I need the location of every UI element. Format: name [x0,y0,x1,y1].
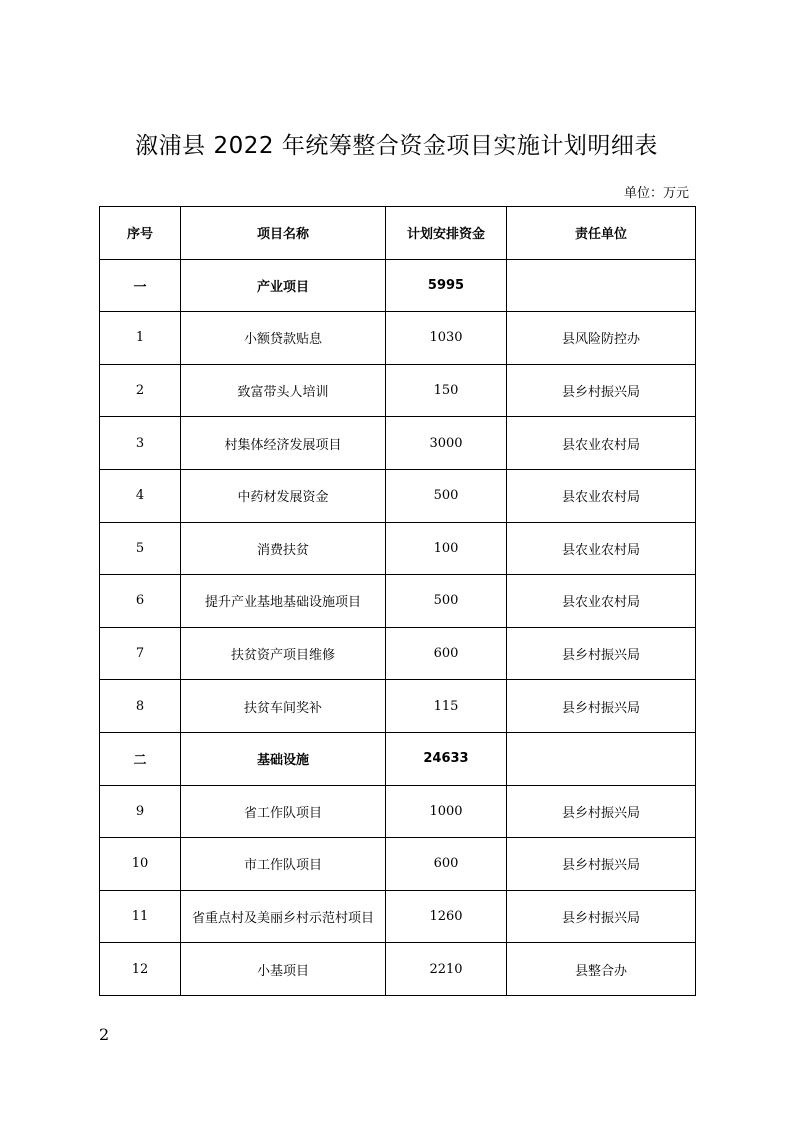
header-project-name: 项目名称 [181,207,386,260]
cell-responsible-unit: 县农业农村局 [507,469,696,522]
table-body [100,259,696,995]
table-row [100,364,696,417]
cell-responsible-unit: 县农业农村局 [507,522,696,575]
table-row [100,469,696,522]
table-row [100,785,696,838]
cell-no: 9 [100,785,181,838]
cell-project-name: 消费扶贫 [181,522,386,575]
page-title: 溆浦县 2022 年统筹整合资金项目实施计划明细表 [135,133,658,159]
cell-amount: 1260 [386,890,507,943]
cell-responsible-unit [507,732,696,785]
table-section-row [100,259,696,312]
cell-responsible-unit [507,259,696,312]
cell-responsible-unit: 县乡村振兴局 [507,785,696,838]
cell-no: 二 [100,732,181,785]
cell-no: 5 [100,522,181,575]
cell-no: 12 [100,943,181,996]
table-row [100,575,696,628]
cell-no: 3 [100,417,181,470]
table-row [100,627,696,680]
cell-project-name: 省重点村及美丽乡村示范村项目 [181,890,386,943]
cell-responsible-unit: 县乡村振兴局 [507,838,696,891]
cell-no: 8 [100,680,181,733]
cell-amount: 115 [386,680,507,733]
cell-responsible-unit: 县整合办 [507,943,696,996]
unit-label: 单位：万元 [623,186,689,201]
cell-no: 一 [100,259,181,312]
table-row [100,838,696,891]
header-amount: 计划安排资金 [386,207,507,260]
cell-no: 2 [100,364,181,417]
table-row [100,943,696,996]
table-row [100,522,696,575]
cell-amount: 500 [386,469,507,522]
cell-project-name: 省工作队项目 [181,785,386,838]
cell-responsible-unit: 县乡村振兴局 [507,890,696,943]
cell-project-name: 村集体经济发展项目 [181,417,386,470]
cell-no: 7 [100,627,181,680]
cell-amount: 500 [386,575,507,628]
cell-responsible-unit: 县农业农村局 [507,575,696,628]
cell-responsible-unit: 县乡村振兴局 [507,680,696,733]
cell-no: 10 [100,838,181,891]
cell-amount: 600 [386,838,507,891]
cell-project-name: 提升产业基地基础设施项目 [181,575,386,628]
cell-no: 11 [100,890,181,943]
cell-amount: 1030 [386,312,507,365]
cell-amount: 2210 [386,943,507,996]
page-number: 2 [99,1025,110,1044]
cell-responsible-unit: 县农业农村局 [507,417,696,470]
table-row [100,417,696,470]
cell-project-name: 扶贫资产项目维修 [181,627,386,680]
cell-no: 1 [100,312,181,365]
plan-table [99,206,696,996]
table-row [100,890,696,943]
cell-amount: 1000 [386,785,507,838]
table-row [100,312,696,365]
cell-amount: 24633 [386,732,507,785]
header-no: 序号 [100,207,181,260]
table-section-row [100,732,696,785]
cell-amount: 600 [386,627,507,680]
table-row [100,680,696,733]
header-responsible-unit: 责任单位 [507,207,696,260]
table-header-row [100,207,696,260]
cell-responsible-unit: 县乡村振兴局 [507,364,696,417]
cell-project-name: 扶贫车间奖补 [181,680,386,733]
cell-project-name: 小额贷款贴息 [181,312,386,365]
cell-responsible-unit: 县风险防控办 [507,312,696,365]
cell-project-name: 市工作队项目 [181,838,386,891]
cell-project-name: 中药材发展资金 [181,469,386,522]
cell-amount: 5995 [386,259,507,312]
cell-amount: 3000 [386,417,507,470]
cell-no: 4 [100,469,181,522]
cell-project-name: 小基项目 [181,943,386,996]
cell-project-name: 致富带头人培训 [181,364,386,417]
cell-project-name: 基础设施 [181,732,386,785]
cell-amount: 150 [386,364,507,417]
cell-responsible-unit: 县乡村振兴局 [507,627,696,680]
cell-project-name: 产业项目 [181,259,386,312]
cell-no: 6 [100,575,181,628]
cell-amount: 100 [386,522,507,575]
